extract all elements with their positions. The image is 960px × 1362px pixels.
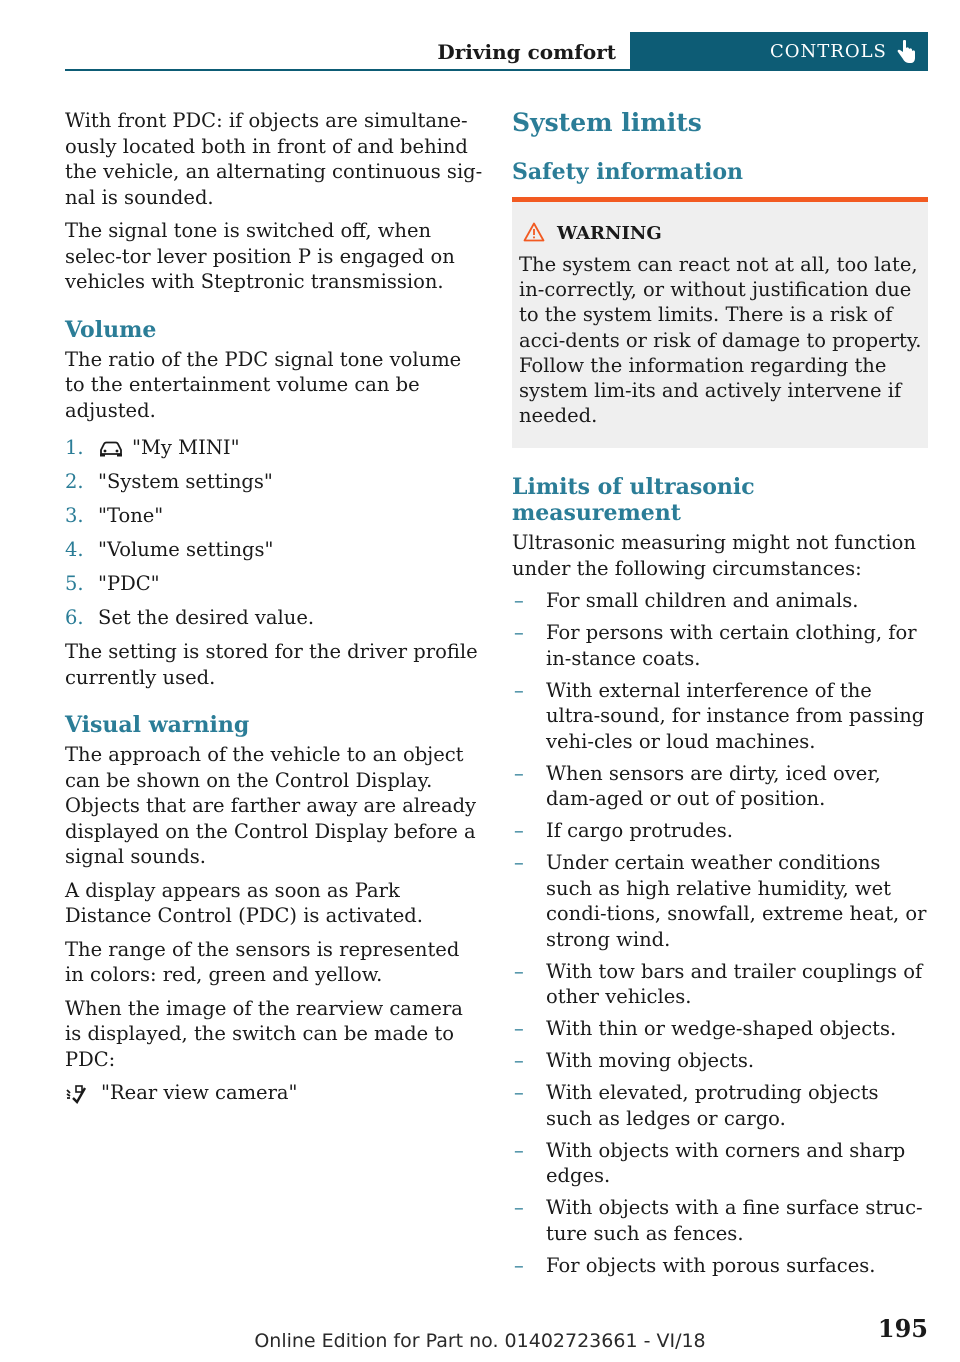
- camera-line: [65, 1080, 483, 1106]
- list-item: – With thin or wedge-shaped objects.: [514, 1017, 897, 1041]
- step-number: 6.: [65, 606, 84, 629]
- visual-paragraph: The approach of the vehicle to an object can be shown on the Control Display. Objects that are farther away are already displayed on the Control Display before a signal sounds.: [65, 743, 477, 868]
- visual-paragraph: A display appears as soon as Park Distance Control (PDC) is activated.: [65, 878, 423, 927]
- camera-label: "Rear view camera": [101, 1081, 298, 1104]
- visual-paragraph: When the image of the rearview camera is displayed, the switch can be made to PDC:: [65, 996, 463, 1071]
- list-item: – Under certain weather conditions such as high relative humidity, wet condi‐tions, snowfall, extreme heat, or strong wind.: [514, 851, 927, 951]
- edition-footer: Online Edition for Part no. 01402723661 - VI/18: [254, 1330, 706, 1352]
- left-column: [65, 108, 483, 1114]
- header-rule: [65, 69, 928, 71]
- step-text: Set the desired value.: [98, 606, 315, 629]
- limit-text: With elevated, protruding objects such as ledges or cargo.: [546, 1081, 879, 1130]
- visual-warning-heading: Visual warning: [65, 712, 250, 738]
- list-item: – If cargo protrudes.: [514, 819, 733, 843]
- pointing-hand-icon: [894, 40, 916, 64]
- step-text: "System settings": [98, 470, 273, 493]
- list-item: – For small children and animals.: [514, 589, 859, 613]
- header-chapter-title: CONTROLS: [770, 41, 887, 62]
- limit-text: For objects with porous surfaces.: [546, 1253, 876, 1277]
- intro-paragraph: With front PDC: if objects are simultane‐ously located both in front of and behind the vehicle, an alternating continuous sig‐nal is sounded.: [65, 109, 483, 209]
- limits-intro: Ultrasonic measuring might not function under the following circumstances:: [512, 531, 916, 580]
- limit-text: With thin or wedge-shaped objects.: [546, 1017, 897, 1041]
- list-item: – For objects with porous surfaces.: [514, 1253, 876, 1277]
- limits-heading: Limits of ultrasonic measurement: [512, 474, 755, 527]
- warning-text: The system can react not at all, too late, in‐correctly, or without justification due to the system limits. There is a risk of acci‐dents or risk of damage to property. Follow the information regarding the system lim‐its and actively intervene if needed.: [519, 253, 922, 428]
- list-item: [65, 503, 483, 529]
- volume-steps: [65, 435, 483, 631]
- header-chapter-tab: [630, 32, 928, 71]
- volume-text: The ratio of the PDC signal tone volume to the entertainment volume can be adjusted.: [65, 347, 462, 422]
- visual-paragraph: The range of the sensors is represented in colors: red, green and yellow.: [65, 937, 460, 986]
- step-number: 1.: [65, 436, 84, 459]
- right-column: [512, 108, 928, 1285]
- car-icon: [98, 441, 124, 457]
- step-number: 3.: [65, 504, 84, 527]
- pdc-camera-icon: [65, 1084, 87, 1104]
- list-item: – With tow bars and trailer couplings of other vehicles.: [514, 959, 923, 1009]
- list-item: – With external interference of the ultra‐sound, for instance from passing vehi‐cles or loud machines.: [514, 678, 925, 753]
- page-number: 195: [877, 1314, 928, 1343]
- list-item: – With objects with corners and sharp edges.: [514, 1138, 906, 1188]
- list-item: – When sensors are dirty, iced over, dam‐aged or out of position.: [514, 761, 881, 811]
- list-item: [65, 605, 483, 631]
- limit-text: For small children and animals.: [546, 589, 859, 613]
- limit-text: When sensors are dirty, iced over, dam‐aged or out of position.: [546, 761, 881, 811]
- limit-text: With moving objects.: [546, 1049, 755, 1073]
- step-text: "Volume settings": [98, 538, 274, 561]
- list-item: [65, 469, 483, 495]
- list-item: – With moving objects.: [514, 1049, 755, 1073]
- step-text: "Tone": [98, 504, 164, 527]
- warning-header: [519, 222, 922, 246]
- list-item: – With elevated, protruding objects such as ledges or cargo.: [514, 1081, 879, 1130]
- volume-heading: Volume: [65, 316, 157, 343]
- limit-text: With external interference of the ultra‐sound, for instance from passing vehi‐cles or loud machines.: [546, 678, 925, 753]
- limit-text: With objects with corners and sharp edges.: [546, 1138, 906, 1188]
- list-item: [65, 571, 483, 597]
- page-header: [65, 32, 928, 71]
- list-item: [65, 537, 483, 563]
- step-text: "PDC": [98, 572, 160, 595]
- volume-note: The setting is stored for the driver profile currently used.: [65, 640, 478, 689]
- system-limits-heading: System limits: [512, 108, 702, 137]
- list-item: – With objects with a fine surface struc‐ture such as fences.: [514, 1196, 923, 1245]
- limit-text: With tow bars and trailer couplings of other vehicles.: [546, 959, 923, 1009]
- list-item: – For persons with certain clothing, for in‐stance coats.: [514, 621, 917, 670]
- step-number: 2.: [65, 470, 84, 493]
- limit-text: For persons with certain clothing, for in‐stance coats.: [546, 621, 917, 670]
- limit-text: If cargo protrudes.: [546, 819, 733, 843]
- step-number: 5.: [65, 572, 84, 595]
- intro-paragraph: The signal tone is switched off, when selec‐tor lever position P is engaged on vehicles with Steptronic transmission.: [65, 219, 455, 293]
- limit-text: Under certain weather conditions such as high relative humidity, wet condi‐tions, snowfall, extreme heat, or strong wind.: [546, 851, 927, 951]
- warning-box: [512, 197, 928, 448]
- warning-triangle-icon: [523, 222, 545, 242]
- header-section-title: Driving comfort: [437, 40, 616, 64]
- limit-text: With objects with a fine surface struc‐ture such as fences.: [546, 1196, 923, 1245]
- limits-list: [512, 588, 928, 1278]
- safety-info-heading: Safety information: [512, 159, 744, 185]
- step-text: "My MINI": [132, 436, 240, 459]
- step-number: 4.: [65, 538, 84, 561]
- list-item: [65, 435, 483, 461]
- warning-title: WARNING: [557, 223, 662, 244]
